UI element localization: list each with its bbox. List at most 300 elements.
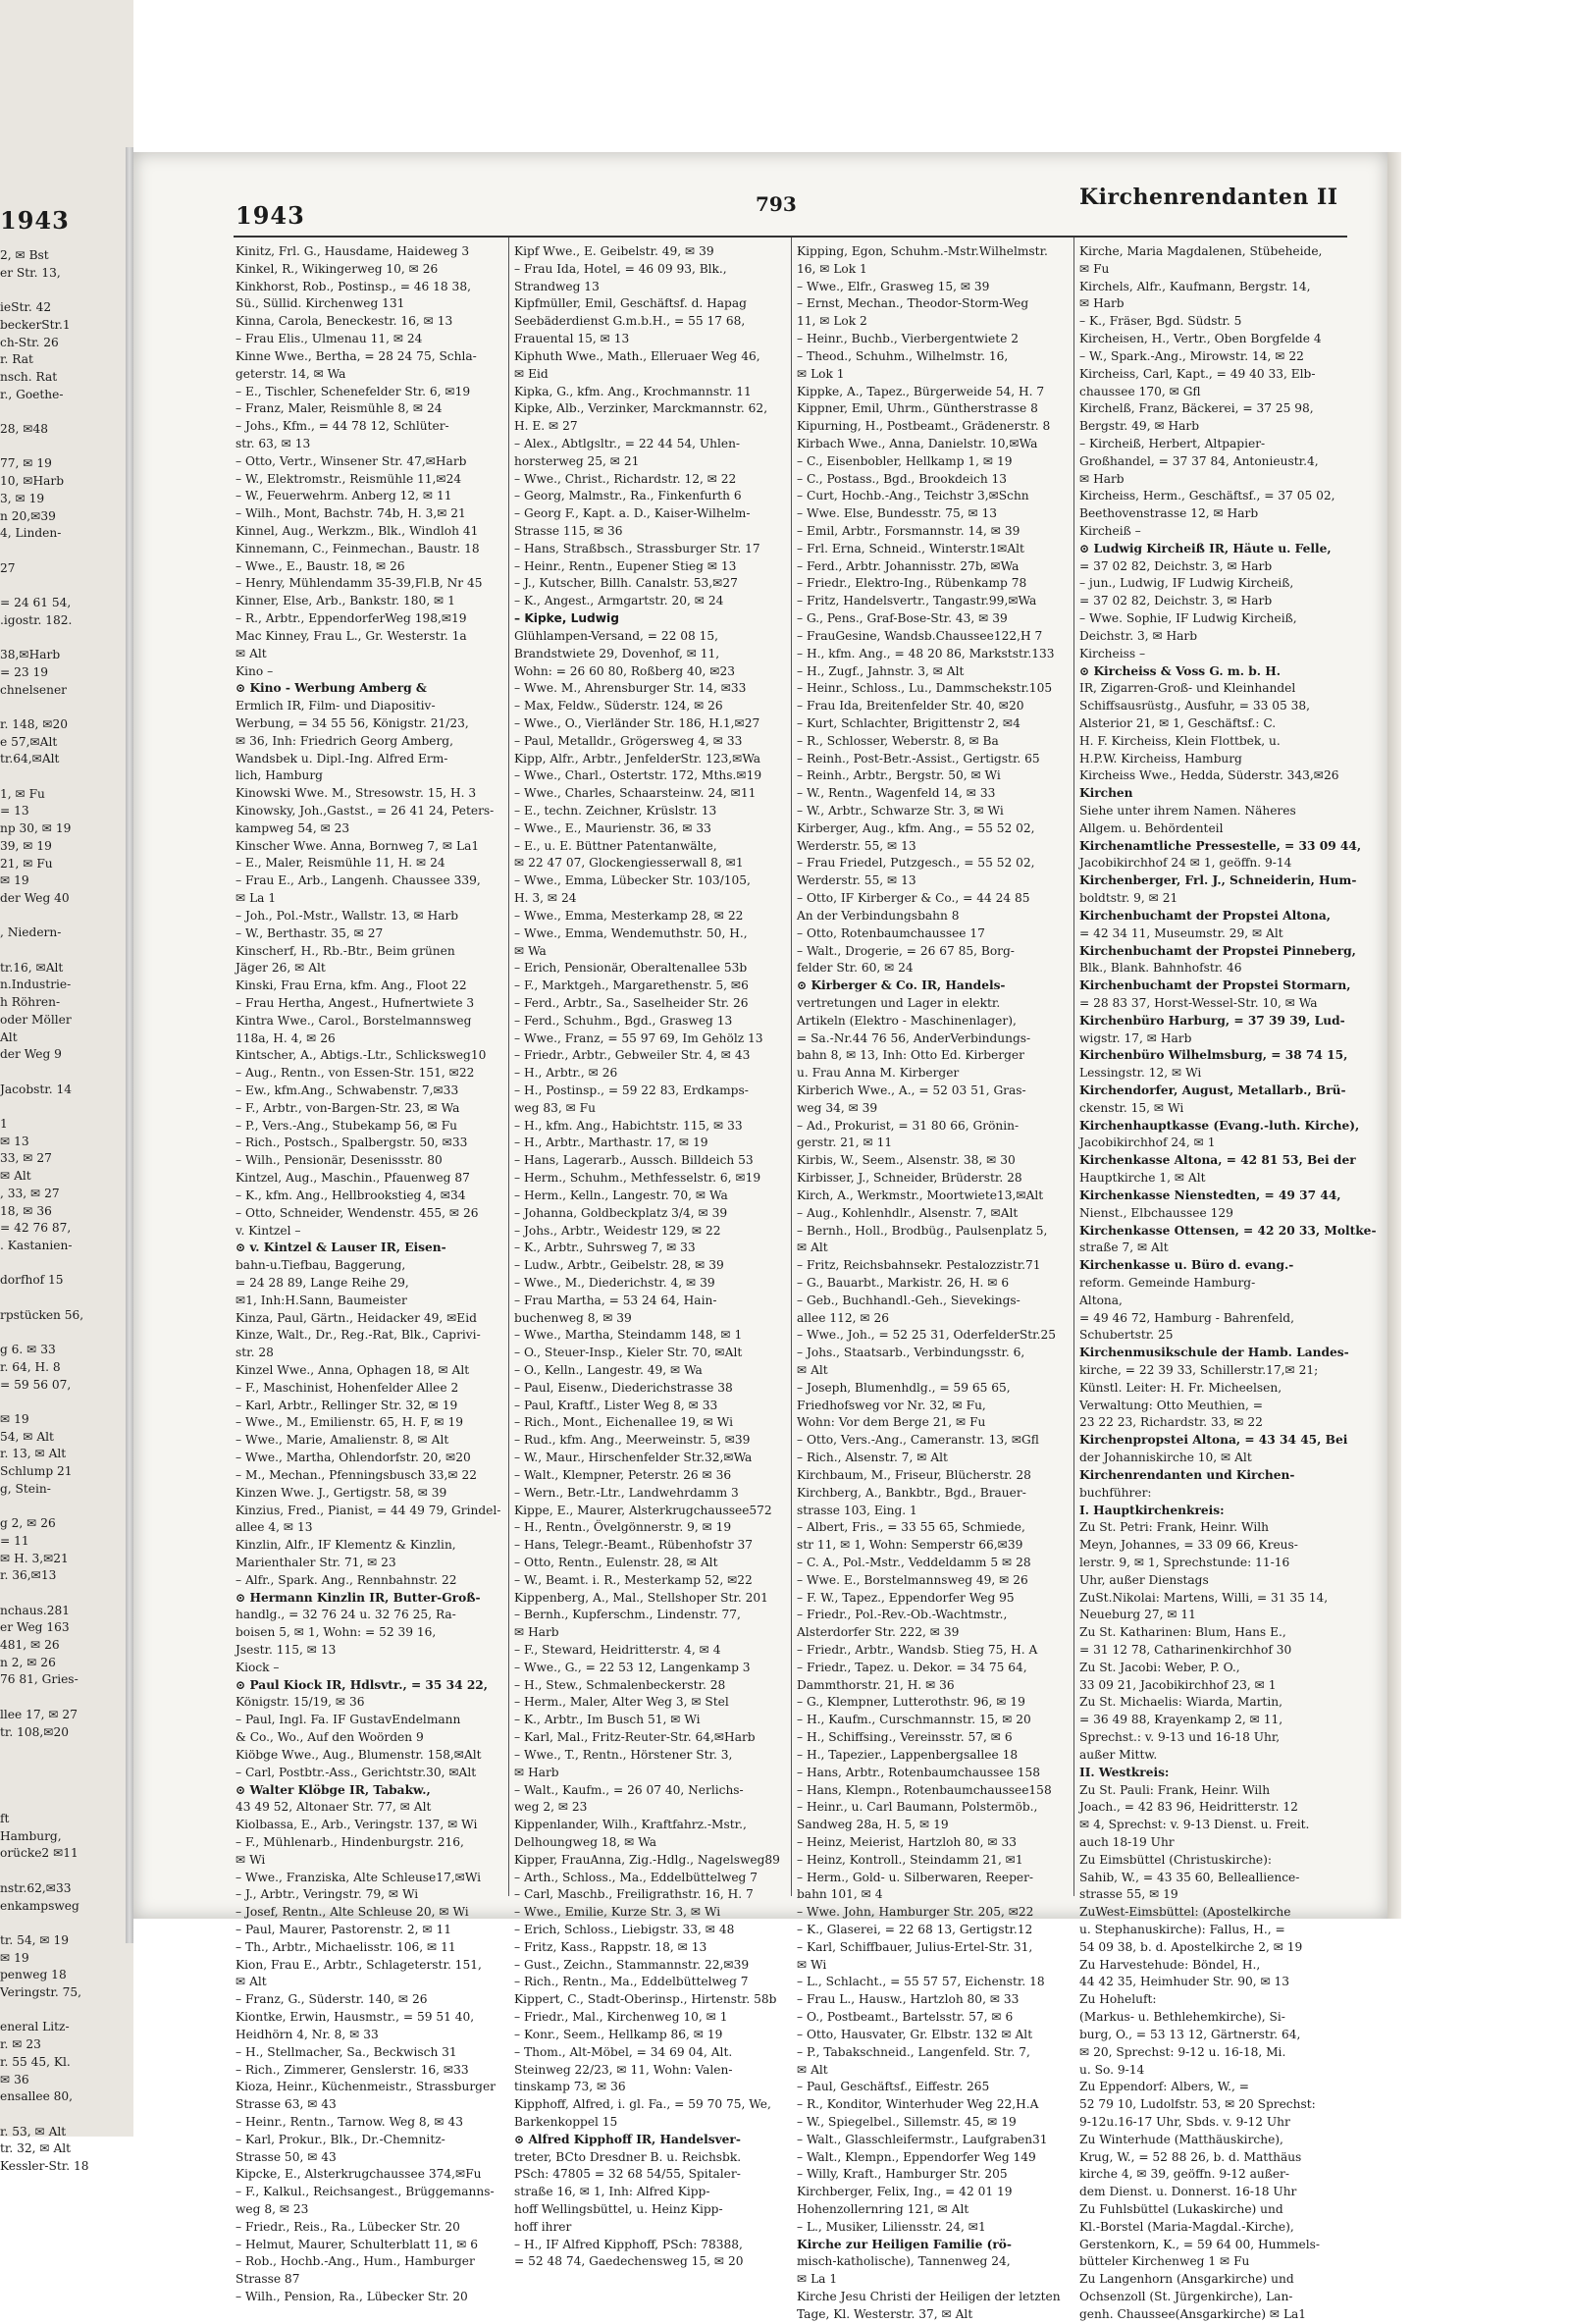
entry-line: – Konr., Seem., Hellkamp 86, ✉ 19	[514, 2027, 723, 2041]
entry-line: – Wwe., M., Diederichstr. 4, ✉ 39	[514, 1275, 715, 1290]
entry-line: – Herm., Maler, Alter Weg 3, ✉ Stel	[514, 1695, 729, 1710]
prev-page-line: n 20,✉39	[0, 508, 56, 523]
entry-line: Kirchenbuchamt der Propstei Altona,	[1079, 908, 1332, 923]
prev-page-line: g 6. ✉ 33	[0, 1343, 56, 1357]
prev-page-line: 28, ✉48	[0, 422, 48, 436]
column-separator	[791, 238, 792, 1896]
entry-line: Kirchenbüro Harburg, = 37 39 39, Lud-	[1079, 1013, 1345, 1028]
entry-line: ckenstr. 15, ✉ Wi	[1079, 1100, 1184, 1115]
entry-line: Sü., Süllid. Kirchenweg 131	[236, 296, 405, 311]
entry-line: ✉ Alt	[797, 2062, 828, 2077]
entry-line: ⊙ Paul Kiock IR, Hdlsvtr., = 35 34 22,	[236, 1677, 489, 1692]
entry-line: – Heinr., u. Carl Baumann, Polstermöb.,	[797, 1800, 1038, 1815]
prev-page-line: 18, ✉ 36	[0, 1203, 52, 1218]
entry-line: hoff Wellingsbüttel, u. Heinz Kipp-	[514, 2202, 723, 2216]
entry-line: Kirchbaum, M., Friseur, Blücherstr. 28	[797, 1467, 1031, 1482]
previous-page-strip	[0, 0, 133, 2173]
entry-line: Kirchels, Alfr., Kaufmann, Bergstr. 14,	[1079, 279, 1311, 293]
entry-line: – Ferd., Arbtr. Johannisstr. 27b, ✉Wa	[797, 558, 1020, 573]
entry-line: Tage, Kl. Westerstr. 37, ✉ Alt	[797, 2306, 973, 2321]
entry-line: Kinitz, Frl. G., Hausdame, Haideweg 3	[236, 244, 470, 258]
entry-line: – Rich., Rentn., Ma., Eddelbüttelweg 7	[514, 1975, 749, 1989]
entry-line: Altona,	[1079, 1293, 1123, 1307]
column-separator	[508, 238, 509, 1896]
entry-line: – Rich., Alsenstr. 7, ✉ Alt	[797, 1451, 948, 1465]
entry-line: Kippke, A., Tapez., Bürgerweide 54, H. 7	[797, 384, 1045, 398]
entry-line: Glühlampen-Versand, = 22 08 15,	[514, 628, 719, 643]
entry-line: Kirchendorfer, August, Metallarb., Brü-	[1079, 1083, 1346, 1097]
prev-page-line: r. ✉ 23	[0, 2037, 41, 2052]
page-edge	[1387, 152, 1401, 1919]
entry-line: Schiffsausrüstg., Ausfuhr, = 33 05 38,	[1079, 699, 1311, 713]
entry-line: reform. Gemeinde Hamburg-	[1079, 1275, 1256, 1290]
entry-line: – Otto, Vers.-Ang., Cameranstr. 13, ✉Gfl	[797, 1433, 1039, 1448]
entry-line: – Frau L., Hausw., Hartzloh 80, ✉ 33	[797, 1992, 1020, 2007]
prev-page-line: , 33, ✉ 27	[0, 1186, 60, 1200]
entry-line: – Fritz, Handelsvertr., Tangastr.99,✉Wa	[797, 594, 1037, 608]
entry-line: Kinowsky, Joh.,Gastst., = 26 41 24, Peters-	[236, 804, 495, 818]
entry-line: Zu St. Michaelis: Wiarda, Martin,	[1079, 1695, 1282, 1710]
entry-line: Wohn: = 26 60 80, Roßberg 40, ✉23	[514, 663, 735, 678]
prev-page-line: Kessler-Str. 18	[0, 2159, 89, 2173]
entry-line: Kioza, Heinr., Küchenmeistr., Strassburger	[236, 2080, 496, 2094]
entry-line: Jäger 26, ✉ Alt	[236, 961, 326, 976]
entry-line: – Kurt, Schlachter, Brigittenstr 2, ✉4	[797, 715, 1020, 730]
entry-line: – R., Schlosser, Weberstr. 8, ✉ Ba	[797, 733, 999, 748]
entry-line: Sprechst.: v. 9-13 und 16-18 Uhr,	[1079, 1730, 1281, 1745]
entry-line: – Thom., Alt-Möbel, = 34 69 04, Alt.	[514, 2044, 733, 2059]
entry-line: – Emil, Arbtr., Forsmannstr. 14, ✉ 39	[797, 524, 1020, 538]
prev-page-line: 38,✉Harb	[0, 648, 61, 662]
entry-line: PSch: 47805 = 32 68 54/55, Spitaler-	[514, 2167, 741, 2182]
entry-line: – Reinh., Arbtr., Bergstr. 50, ✉ Wi	[797, 768, 1001, 783]
entry-line: Wandsbek u. Dipl.-Ing. Alfred Erm-	[236, 751, 448, 766]
entry-line: Kinski, Frau Erna, kfm. Ang., Floot 22	[236, 978, 467, 993]
entry-line: – Wwe., Marie, Amalienstr. 8, ✉ Alt	[236, 1433, 449, 1448]
entry-line: tinskamp 73, ✉ 36	[514, 2080, 626, 2094]
entry-line: – Friedr., Mal., Kirchenweg 10, ✉ 1	[514, 2010, 728, 2025]
entry-line: = 42 34 11, Museumstr. 29, ✉ Alt	[1079, 925, 1283, 940]
prev-page-line: nchaus.281	[0, 1603, 71, 1617]
entry-line: – Ferd., Arbtr., Sa., Saselheider Str. 26	[514, 995, 749, 1010]
entry-line: – H., kfm. Ang., = 48 20 86, Markststr.133	[797, 646, 1055, 660]
entry-line: ✉ Alt	[236, 646, 267, 660]
entry-line: ✉ 36, Inh: Friedrich Georg Amberg,	[236, 733, 453, 748]
entry-line: ✉1, Inh:H.Sann, Baumeister	[236, 1293, 407, 1307]
entry-line: Kiontke, Erwin, Hausmstr., = 59 51 40,	[236, 2010, 475, 2025]
entry-line: Kircheiss, Carl, Kapt., = 49 40 33, Elb-	[1079, 366, 1316, 381]
entry-line: allee 4, ✉ 13	[236, 1520, 313, 1535]
entry-line: & Co., Wo., Auf den Woörden 9	[236, 1730, 424, 1745]
entry-line: – Heinz, Kontroll., Steindamm 21, ✉1	[797, 1852, 1023, 1867]
entry-line: – Th., Arbtr., Michaelisstr. 106, ✉ 11	[236, 1939, 456, 1954]
entry-line: – Wwe., Charles, Schaarsteinw. 24, ✉11	[514, 786, 757, 801]
entry-line: – Heinr., Rentn., Tarnow. Weg 8, ✉ 43	[236, 2114, 463, 2129]
entry-line: weg 83, ✉ Fu	[514, 1100, 596, 1115]
entry-line: dem Dienst. u. Donnerst. 16-18 Uhr	[1079, 2185, 1297, 2199]
entry-line: – F., Arbtr., von-Bargen-Str. 23, ✉ Wa	[236, 1100, 460, 1115]
entry-line: Allgem. u. Behördenteil	[1079, 820, 1224, 835]
entry-line: horsterweg 25, ✉ 21	[514, 453, 640, 468]
entry-line: – Wwe., Franz, = 55 97 69, Im Gehölz 13	[514, 1030, 763, 1045]
entry-line: 9-12u.16-17 Uhr, Sbds. v. 9-12 Uhr	[1079, 2114, 1290, 2129]
entry-line: – W., Spark.-Ang., Mirowstr. 14, ✉ 22	[1079, 348, 1304, 363]
prev-page-line: ieStr. 42	[0, 300, 52, 315]
entry-line: – Aug., Rentn., von Essen-Str. 151, ✉22	[236, 1066, 475, 1081]
entry-line: – H., Stellmacher, Sa., Beckwisch 31	[236, 2044, 457, 2059]
entry-line: Kinne Wwe., Bertha, = 28 24 75, Schla-	[236, 348, 477, 363]
entry-line: ⊙ Walter Klöbge IR, Tabakw.,	[236, 1782, 431, 1797]
entry-line: – E., techn. Zeichner, Krüslstr. 13	[514, 804, 717, 818]
entry-line: – E., Maler, Reismühle 11, H. ✉ 24	[236, 856, 445, 871]
entry-line: Strandweg 13	[514, 279, 600, 293]
entry-line: Werbung, = 34 55 56, Königstr. 21/23,	[236, 715, 469, 730]
entry-line: – Paul, Maurer, Pastorenstr. 2, ✉ 11	[236, 1923, 452, 1936]
prev-page-line: Hamburg,	[0, 1828, 62, 1843]
entry-line: wigstr. 17, ✉ Harb	[1079, 1030, 1192, 1045]
entry-line: ✉ Alt	[797, 1241, 828, 1255]
entry-line: 44 42 35, Heimhuder Str. 90, ✉ 13	[1079, 1975, 1290, 1989]
entry-line: – K., Arbtr., Im Busch 51, ✉ Wi	[514, 1713, 701, 1727]
entry-line: – Otto, Schneider, Wendenstr. 455, ✉ 26	[236, 1205, 479, 1220]
entry-line: Kintzel, Aug., Maschin., Pfauenweg 87	[236, 1171, 470, 1186]
entry-line: Kinnemann, C., Feinmechan., Baustr. 18	[236, 541, 480, 555]
entry-line: – Johs., Staatsarb., Verbindungsstr. 6,	[797, 1346, 1025, 1360]
entry-line: – E., u. E. Büttner Patentanwälte,	[514, 838, 717, 853]
entry-line: – W., Maur., Hirschenfelder Str.32,✉Wa	[514, 1451, 753, 1465]
entry-line: Zu Hoheluft:	[1079, 1992, 1157, 2007]
prev-page-line: = 24 61 54,	[0, 596, 72, 609]
prev-page-line: eneral Litz-	[0, 2020, 70, 2034]
entry-line: Kirchenmusikschule der Hamb. Landes-	[1079, 1346, 1349, 1360]
entry-line: – Hans, Straßbsch., Strassburger Str. 17	[514, 541, 760, 555]
entry-line: str. 28	[236, 1346, 274, 1360]
entry-line: – H., Postinsp., = 59 22 83, Erdkamps-	[514, 1083, 749, 1097]
prev-page-line: 76 81, Gries-	[0, 1672, 78, 1687]
prev-page-line: .igostr. 182.	[0, 612, 73, 627]
entry-line: – Frl. Erna, Schneid., Winterstr.1✉Alt	[797, 541, 1024, 555]
entry-line: u. So. 9-14	[1079, 2062, 1145, 2077]
entry-line: 16, ✉ Lok 1	[797, 261, 867, 276]
entry-line: – Otto, Vertr., Winsener Str. 47,✉Harb	[236, 453, 467, 468]
entry-line: I. Hauptkirchenkreis:	[1079, 1503, 1225, 1517]
prev-page-line: 54, ✉ Alt	[0, 1429, 54, 1444]
entry-line: – Rich., Postsch., Spalbergstr. 50, ✉33	[236, 1136, 468, 1150]
entry-line: Kircheiss Wwe., Hedda, Süderstr. 343,✉26	[1079, 768, 1339, 783]
entry-line: – Paul, Kraftf., Lister Weg 8, ✉ 33	[514, 1398, 718, 1412]
entry-line: – Herm., Schuhm., Methfesselstr. 6, ✉19	[514, 1171, 761, 1186]
prev-page-line: 2, ✉ Bst	[0, 248, 49, 262]
entry-line: Kipping, Egon, Schuhm.-Mstr.Wilhelmstr.	[797, 244, 1048, 258]
entry-line: Kirchen	[1079, 786, 1133, 801]
entry-line: Kinzel Wwe., Anna, Ophagen 18, ✉ Alt	[236, 1363, 470, 1377]
entry-line: der Johanniskirche 10, ✉ Alt	[1079, 1451, 1252, 1465]
entry-line: straße 16, ✉ 1, Inh: Alfred Kipp-	[514, 2185, 710, 2199]
entry-line: – Wwe., Charl., Ostertstr. 172, Mths.✉19	[514, 768, 762, 783]
entry-line: H. F. Kircheiss, Klein Flottbek, u.	[1079, 733, 1281, 748]
entry-line: – Wwe., M., Emilienstr. 65, H. F, ✉ 19	[236, 1415, 463, 1430]
entry-line: ✉ Eid	[514, 366, 549, 381]
entry-line: Kiphuth Wwe., Math., Elleruaer Weg 46,	[514, 348, 760, 363]
prev-page-line: , Niedern-	[0, 925, 62, 940]
entry-line: – Friedr., Elektro-Ing., Rübenkamp 78	[797, 576, 1027, 591]
entry-line: ✉ Wi	[236, 1852, 266, 1867]
entry-line: ✉ Lok 1	[797, 366, 845, 381]
entry-line: boldtstr. 9, ✉ 21	[1079, 891, 1178, 906]
entry-line: Verwaltung: Otto Meuthien, =	[1079, 1398, 1263, 1412]
entry-line: – Erich, Pensionär, Oberaltenallee 53b	[514, 961, 748, 976]
entry-line: – Wwe., O., Vierländer Str. 186, H.1,✉27	[514, 715, 760, 730]
entry-line: – Wwe., Elfr., Grasweg 15, ✉ 39	[797, 279, 990, 293]
running-head: Kirchenrendanten II	[1079, 185, 1338, 210]
entry-line: Artikeln (Elektro - Maschinenlager),	[797, 1013, 1017, 1028]
entry-line: – Rich., Mont., Eichenallee 19, ✉ Wi	[514, 1415, 733, 1430]
entry-line: Königstr. 15/19, ✉ 36	[236, 1695, 365, 1710]
entry-line: – L., Musiker, Liliensstr. 24, ✉1	[797, 2219, 986, 2234]
entry-line: – Johs., Arbtr., Weidestr 129, ✉ 22	[514, 1223, 721, 1238]
entry-line: straße 7, ✉ Alt	[1079, 1241, 1169, 1255]
entry-line: lerstr. 9, ✉ 1, Sprechstunde: 11-16	[1079, 1555, 1290, 1569]
entry-line: ⊙ v. Kintzel & Lauser IR, Eisen-	[236, 1241, 446, 1255]
entry-line: auch 18-19 Uhr	[1079, 1834, 1175, 1849]
entry-line: Alsterdorfer Str. 222, ✉ 39	[797, 1625, 960, 1640]
entry-line: Kipphoff, Alfred, i. gl. Fa., = 59 70 75, We,	[514, 2097, 771, 2112]
prev-page-line: chnelsener	[0, 682, 67, 697]
entry-line: Marienthaler Str. 71, ✉ 23	[236, 1555, 396, 1569]
entry-line: hoff ihrer	[514, 2219, 572, 2234]
prev-page-line: enkampsweg	[0, 1898, 79, 1913]
entry-line: chaussee 170, ✉ Gfl	[1079, 384, 1201, 398]
entry-line: – P., Tabakschneid., Langenfeld. Str. 7,	[797, 2044, 1030, 2059]
prev-page-line: ✉ 36	[0, 2072, 29, 2086]
entry-line: Bergstr. 49, ✉ Harb	[1079, 419, 1200, 434]
entry-line: Kinnel, Aug., Werkzm., Blk., Windloh 41	[236, 524, 479, 538]
entry-line: Kipper, FrauAnna, Zig.-Hdlg., Nagelsweg89	[514, 1852, 780, 1867]
entry-line: Kinza, Paul, Gärtn., Heidacker 49, ✉Eid	[236, 1310, 477, 1325]
entry-line: kirche 4, ✉ 39, geöffn. 9-12 außer-	[1079, 2167, 1289, 2182]
entry-line: Kirchenpropstei Altona, = 43 34 45, Bei	[1079, 1433, 1348, 1448]
entry-line: ✉ La 1	[236, 891, 277, 906]
entry-line: – Walt., Glasschleifermstr., Laufgraben31	[797, 2132, 1048, 2146]
entry-line: Ermlich IR, Film- und Diapositiv-	[236, 699, 436, 713]
entry-line: – Ferd., Schuhm., Bgd., Grasweg 13	[514, 1013, 733, 1028]
prev-page-line: Jacobstr. 14	[0, 1082, 73, 1096]
entry-line: – W., Arbtr., Schwarze Str. 3, ✉ Wi	[797, 804, 1004, 818]
entry-line: – Hans, Arbtr., Rotenbaumchaussee 158	[797, 1765, 1040, 1779]
entry-line: – W., Spiegelbel., Sillemstr. 45, ✉ 19	[797, 2114, 1017, 2129]
entry-line: – Otto, Hausvater, Gr. Elbstr. 132 ✉ Alt	[797, 2027, 1033, 2041]
entry-line: – P., Vers.-Ang., Stubekamp 56, ✉ Fu	[236, 1118, 458, 1133]
entry-line: Kirchenbuchamt der Propstei Stormarn,	[1079, 978, 1351, 993]
entry-line: – F. W., Tapez., Eppendorfer Weg 95	[797, 1590, 1015, 1605]
entry-line: ✉ Wi	[797, 1957, 827, 1972]
entry-line: Jacobikirchhof 24, ✉ 1	[1079, 1136, 1216, 1150]
entry-line: – Wwe., Martha, Ohlendorfstr. 20, ✉20	[236, 1451, 471, 1465]
entry-line: geterstr. 14, ✉ Wa	[236, 366, 346, 381]
entry-line: Kippner, Emil, Uhrm., Güntherstrasse 8	[797, 401, 1038, 416]
entry-line: ✉ 4, Sprechst: v. 9-13 Dienst. u. Freit.	[1079, 1818, 1310, 1832]
entry-line: – Helmut, Maurer, Schulterblatt 11, ✉ 6	[236, 2237, 479, 2251]
entry-line: – W., Rentn., Wagenfeld 14, ✉ 33	[797, 786, 996, 801]
prev-page-line: beckerStr.1	[0, 317, 71, 332]
entry-line: Beethovenstrasse 12, ✉ Harb	[1079, 506, 1259, 521]
entry-line: – Ludw., Arbtr., Geibelstr. 28, ✉ 39	[514, 1258, 724, 1273]
entry-line: – Wwe. John, Hamburger Str. 205, ✉22	[797, 1905, 1034, 1920]
entry-line: Kirche, Maria Magdalenen, Stübeheide,	[1079, 244, 1323, 258]
entry-line: – Arth., Schloss., Ma., Eddelbüttelweg 7	[514, 1870, 758, 1884]
entry-line: Kino –	[236, 663, 274, 678]
prev-page-line: ✉ 19	[0, 1950, 29, 1965]
entry-line: = 28 83 37, Horst-Wessel-Str. 10, ✉ Wa	[1079, 995, 1318, 1010]
entry-line: Kirchenkasse u. Büro d. evang.-	[1079, 1258, 1294, 1273]
entry-line: – H., kfm. Ang., Habichtstr. 115, ✉ 33	[514, 1118, 743, 1133]
entry-line: – Willy, Kraft., Hamburger Str. 205	[797, 2167, 1008, 2182]
entry-line: Strasse 63, ✉ 43	[236, 2097, 337, 2112]
entry-line: Mac Kinney, Frau L., Gr. Westerstr. 1a	[236, 628, 467, 643]
entry-line: – Karl, Schiffbauer, Julius-Ertel-Str. 31,	[797, 1939, 1033, 1954]
entry-line: buchenweg 8, ✉ 39	[514, 1310, 632, 1325]
entry-line: – H., IF Alfred Kipphoff, PSch: 78388,	[514, 2237, 743, 2251]
entry-line: = 31 12 78, Catharinenkirchhof 30	[1079, 1643, 1292, 1657]
entry-line: ✉ Fu	[1079, 261, 1110, 276]
entry-line: Kirchenkasse Altona, = 42 81 53, Bei der	[1079, 1153, 1356, 1168]
entry-line: – Wwe., E., Maurienstr. 36, ✉ 33	[514, 820, 711, 835]
entry-line: 33 09 21, Jacobikirchhof 23, ✉ 1	[1079, 1677, 1277, 1692]
previous-page-year: 1943	[0, 206, 70, 235]
entry-line: Nienst., Elbchaussee 129	[1079, 1205, 1233, 1220]
entry-line: – Wwe. Else, Bundesstr. 75, ✉ 13	[797, 506, 998, 521]
entry-line: Kipcke, E., Alsterkrugchaussee 374,✉Fu	[236, 2167, 482, 2182]
entry-line: = 49 46 72, Hamburg - Bahrenfeld,	[1079, 1310, 1294, 1325]
entry-line: Zu St. Katharinen: Blum, Hans E.,	[1079, 1625, 1286, 1640]
entry-line: Kircheiß –	[1079, 524, 1141, 538]
prev-page-line: r., Goethe-	[0, 387, 64, 401]
entry-line: – Heinr., Rentn., Eupener Stieg ✉ 13	[514, 558, 737, 573]
entry-line: boisen 5, ✉ 1, Wohn: = 52 39 16,	[236, 1625, 437, 1640]
prev-page-line: 39, ✉ 19	[0, 838, 52, 853]
entry-line: Wohn: Vor dem Berge 21, ✉ Fu	[797, 1415, 986, 1430]
entry-line: – L., Schlacht., = 55 57 57, Eichenstr. 18	[797, 1975, 1045, 1989]
prev-page-line: tr. 54, ✉ 19	[0, 1932, 69, 1947]
entry-line: Zu St. Petri: Frank, Heinr. Wilh	[1079, 1520, 1269, 1535]
entry-line: – W., Feuerwehrm. Anberg 12, ✉ 11	[236, 489, 452, 503]
entry-line: – O., Kelln., Langestr. 49, ✉ Wa	[514, 1363, 703, 1377]
entry-line: strasse 103, Eing. 1	[797, 1503, 917, 1517]
entry-line: – J., Kutscher, Billh. Canalstr. 53,✉27	[514, 576, 738, 591]
entry-line: – O., Postbeamt., Bartelsstr. 57, ✉ 6	[797, 2010, 1014, 2025]
entry-line: Dammthorstr. 21, H. ✉ 36	[797, 1677, 955, 1692]
entry-line: Strasse 50, ✉ 43	[236, 2149, 337, 2164]
entry-line: ZuSt.Nikolai: Martens, Willi, = 31 35 14,	[1079, 1590, 1329, 1605]
entry-line: Siehe unter ihrem Namen. Näheres	[1079, 804, 1296, 818]
entry-line: Kion, Frau E., Arbtr., Schlageterstr. 151,	[236, 1957, 482, 1972]
entry-line: – Josef, Rentn., Alte Schleuse 20, ✉ Wi	[236, 1905, 469, 1920]
entry-line: – jun., Ludwig, IF Ludwig Kircheiß,	[1079, 576, 1294, 591]
page-year: 1943	[236, 201, 305, 230]
entry-line: – W., Berthastr. 35, ✉ 27	[236, 925, 384, 940]
entry-line: – O., Steuer-Insp., Kieler Str. 70, ✉Alt	[514, 1346, 743, 1360]
entry-line: 52 79 10, Ludolfstr. 53, ✉ 20 Sprechst:	[1079, 2097, 1316, 2112]
entry-line: – Reinh., Post-Betr.-Assist., Gertigstr. 65	[797, 751, 1040, 766]
entry-line: Seebäderdienst G.m.b.H., = 55 17 68,	[514, 314, 746, 329]
prev-page-line: 3, ✉ 19	[0, 491, 45, 505]
prev-page-line: nsch. Rat	[0, 369, 58, 384]
entry-line: Kippenberg, A., Mal., Stellshoper Str. 201	[514, 1590, 768, 1605]
entry-line: Kirberger, Aug., kfm. Ang., = 55 52 02,	[797, 820, 1035, 835]
prev-page-line: tr.16, ✉Alt	[0, 960, 64, 975]
entry-line: – Walt., Klempner, Peterstr. 26 ✉ 36	[514, 1467, 732, 1482]
entry-line: Delhoungweg 18, ✉ Wa	[514, 1834, 656, 1849]
entry-line: gerstr. 21, ✉ 11	[797, 1136, 893, 1150]
entry-line: – Hans, Telegr.-Beamt., Rübenhofstr 37	[514, 1538, 753, 1553]
entry-line: – Frau Ida, Hotel, = 46 09 93, Blk.,	[514, 261, 727, 276]
entry-line: Kiolbassa, E., Arb., Veringstr. 137, ✉ Wi	[236, 1818, 478, 1832]
entry-line: – Frau Friedel, Putzgesch., = 55 52 02,	[797, 856, 1035, 871]
entry-line: Neueburg 27, ✉ 11	[1079, 1608, 1196, 1622]
entry-line: – Wilh., Pensionär, Desenissstr. 80	[236, 1153, 443, 1168]
prev-page-line: = 42 76 87,	[0, 1221, 72, 1236]
entry-line: Kirchenamtliche Pressestelle, = 33 09 44,	[1079, 838, 1362, 853]
prev-page-line: 21, ✉ Fu	[0, 856, 53, 871]
entry-line: außer Mittw.	[1079, 1747, 1158, 1762]
entry-line: = 37 02 82, Deichstr. 3, ✉ Harb	[1079, 594, 1273, 608]
entry-line: – H., Kaufm., Curschmannstr. 15, ✉ 20	[797, 1713, 1031, 1727]
entry-line: – Friedr., Arbtr., Wandsb. Stieg 75, H. A	[797, 1643, 1038, 1657]
prev-page-line: Veringstr. 75,	[0, 1985, 82, 1999]
entry-line: – W., Elektromstr., Reismühle 11,✉24	[236, 471, 462, 486]
prev-page-line: 27	[0, 560, 16, 575]
prev-page-line: ✉ Alt	[0, 1169, 31, 1184]
prev-page-line: llee 17, ✉ 27	[0, 1707, 78, 1721]
entry-line: Brandstwiete 29, Dovenhof, ✉ 11,	[514, 646, 720, 660]
entry-line: Jacobikirchhof 24 ✉ 1, geöffn. 9-14	[1079, 856, 1292, 871]
entry-line: Friedhofsweg vor Nr. 32, ✉ Fu,	[797, 1398, 986, 1412]
entry-line: – E., Tischler, Schenefelder Str. 6, ✉19	[236, 384, 471, 398]
entry-line: Kippe, E., Maurer, Alsterkrugchaussee572	[514, 1503, 772, 1517]
entry-line: Kirchenbüro Wilhelmsburg, = 38 74 15,	[1079, 1048, 1348, 1063]
entry-line: Kippert, C., Stadt-Oberinsp., Hirtenstr. 58b	[514, 1992, 777, 2007]
prev-page-line: tr. 108,✉20	[0, 1724, 69, 1739]
entry-line: Deichstr. 3, ✉ Harb	[1079, 628, 1198, 643]
entry-line: – Wwe. E., Borstelmannsweg 49, ✉ 26	[797, 1572, 1028, 1587]
entry-line: – Fritz, Reichsbahnsekr. Pestalozzistr.71	[797, 1258, 1041, 1273]
directory-column-1	[236, 243, 501, 2304]
entry-line: – Walt., Klempn., Eppendorfer Weg 149	[797, 2149, 1036, 2164]
entry-line: – R., Konditor, Winterhuder Weg 22,H.A	[797, 2097, 1039, 2112]
entry-line: Frauental 15, ✉ 13	[514, 332, 630, 346]
entry-line: – Geb., Buchhandl.-Geh., Sievekings-	[797, 1293, 1020, 1307]
entry-line: genh. Chaussee(Ansgarkirche) ✉ La1	[1079, 2306, 1307, 2321]
directory-column-2	[514, 243, 780, 2269]
prev-page-line: der Weg 40	[0, 890, 70, 905]
entry-line: ✉ La 1	[797, 2272, 838, 2287]
prev-page-line: 33, ✉ 27	[0, 1151, 52, 1166]
entry-line: – Albert, Fris., = 33 55 65, Schmiede,	[797, 1520, 1025, 1535]
prev-page-line: 77, ✉ 19	[0, 456, 52, 471]
entry-line: – Rich., Zimmerer, Genslerstr. 16, ✉33	[236, 2062, 469, 2077]
prev-page-line: r. 148, ✉20	[0, 716, 68, 731]
entry-line: – K., Angest., Armgartstr. 20, ✉ 24	[514, 594, 724, 608]
entry-line: Kinowski Wwe. M., Stresowstr. 15, H. 3	[236, 786, 477, 801]
entry-line: Kl.-Borstel (Maria-Magdal.-Kirche),	[1079, 2219, 1294, 2234]
entry-line: – H., Schiffsing., Vereinsstr. 57, ✉ 6	[797, 1730, 1013, 1745]
prev-page-line: ✉ 19	[0, 1411, 29, 1426]
prev-page-line: r. 64, H. 8	[0, 1359, 61, 1374]
column-separator	[1073, 238, 1074, 1896]
entry-line: Meyn, Johannes, = 33 09 66, Kreus-	[1079, 1538, 1298, 1553]
entry-line: II. Westkreis:	[1079, 1765, 1170, 1779]
entry-line: felder Str. 60, ✉ 24	[797, 961, 914, 976]
